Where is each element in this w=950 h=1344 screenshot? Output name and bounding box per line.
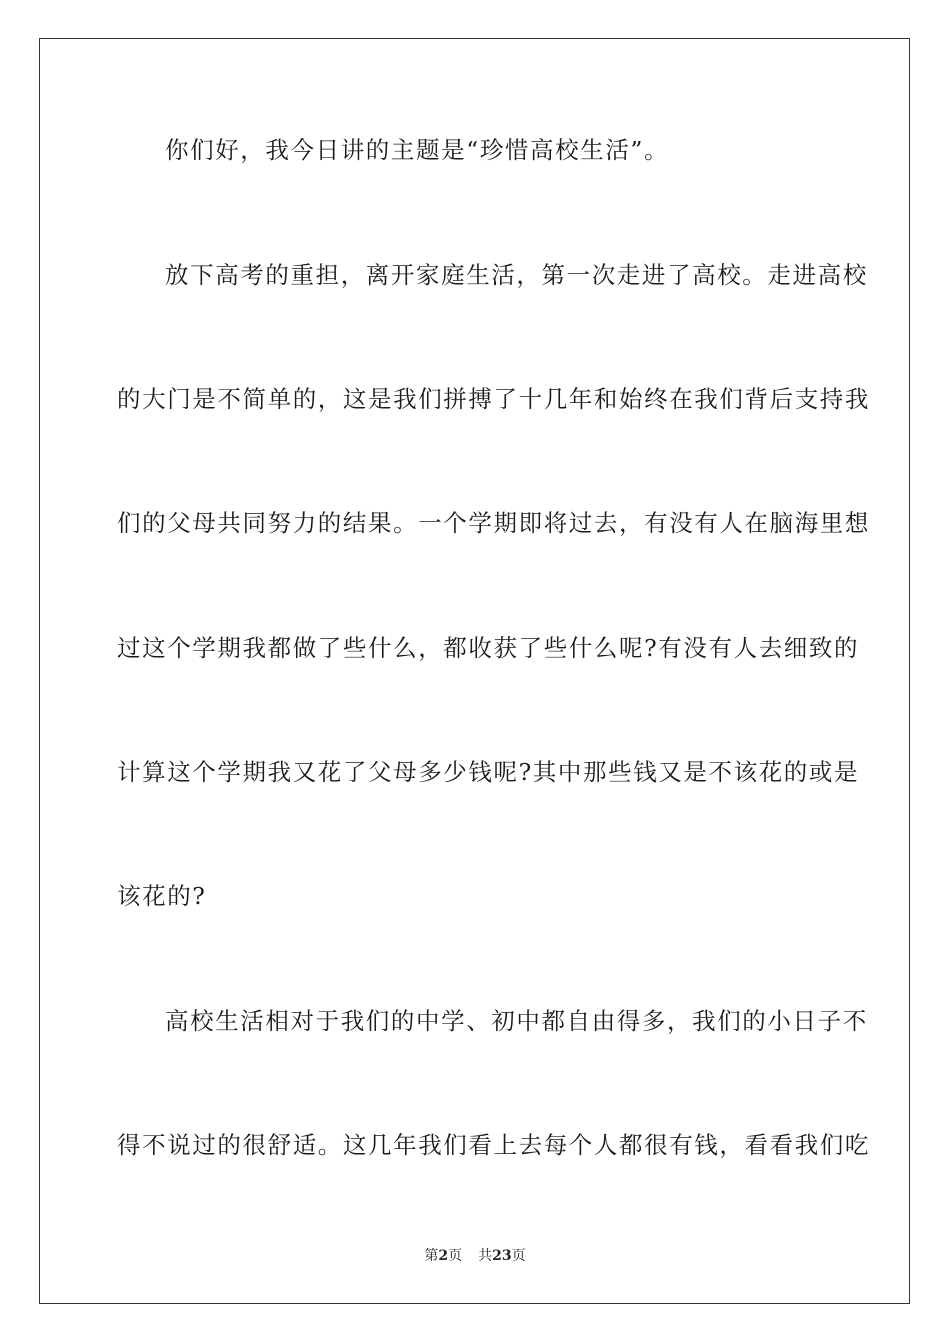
paragraph-line: 们的父母共同努力的结果。一个学期即将过去，有没有人在脑海里想 xyxy=(117,509,870,537)
paragraph-line: 计算这个学期我又花了父母多少钱呢?其中那些钱又是不该花的或是 xyxy=(117,758,860,786)
page-footer xyxy=(0,1246,950,1266)
paragraph-line: 该花的? xyxy=(117,882,207,910)
paragraph-line: 高校生活相对于我们的中学、初中都自由得多，我们的小日子不 xyxy=(165,1007,868,1035)
footer-page-number: 2 xyxy=(438,1248,449,1264)
paragraph-line: 过这个学期我都做了些什么，都收获了些什么呢?有没有人去细致的 xyxy=(117,634,860,662)
paragraph-line: 你们好，我今日讲的主题是“珍惜高校生活”。 xyxy=(165,136,670,164)
paragraph-line: 放下高考的重担，离开家庭生活，第一次走进了高校。走进高校 xyxy=(165,261,868,289)
paragraph-line: 的大门是不简单的，这是我们拼搏了十几年和始终在我们背后支持我 xyxy=(117,385,870,413)
paragraph-line: 得不说过的很舒适。这几年我们看上去每个人都很有钱，看看我们吃 xyxy=(117,1131,870,1159)
footer-total-prefix: 共 xyxy=(478,1248,493,1264)
page-border xyxy=(39,38,910,1304)
footer-total-pages: 23 xyxy=(492,1248,512,1264)
footer-page-prefix: 第 xyxy=(424,1248,439,1264)
footer-page-suffix: 页 xyxy=(448,1248,463,1264)
footer-total-suffix: 页 xyxy=(511,1248,526,1264)
